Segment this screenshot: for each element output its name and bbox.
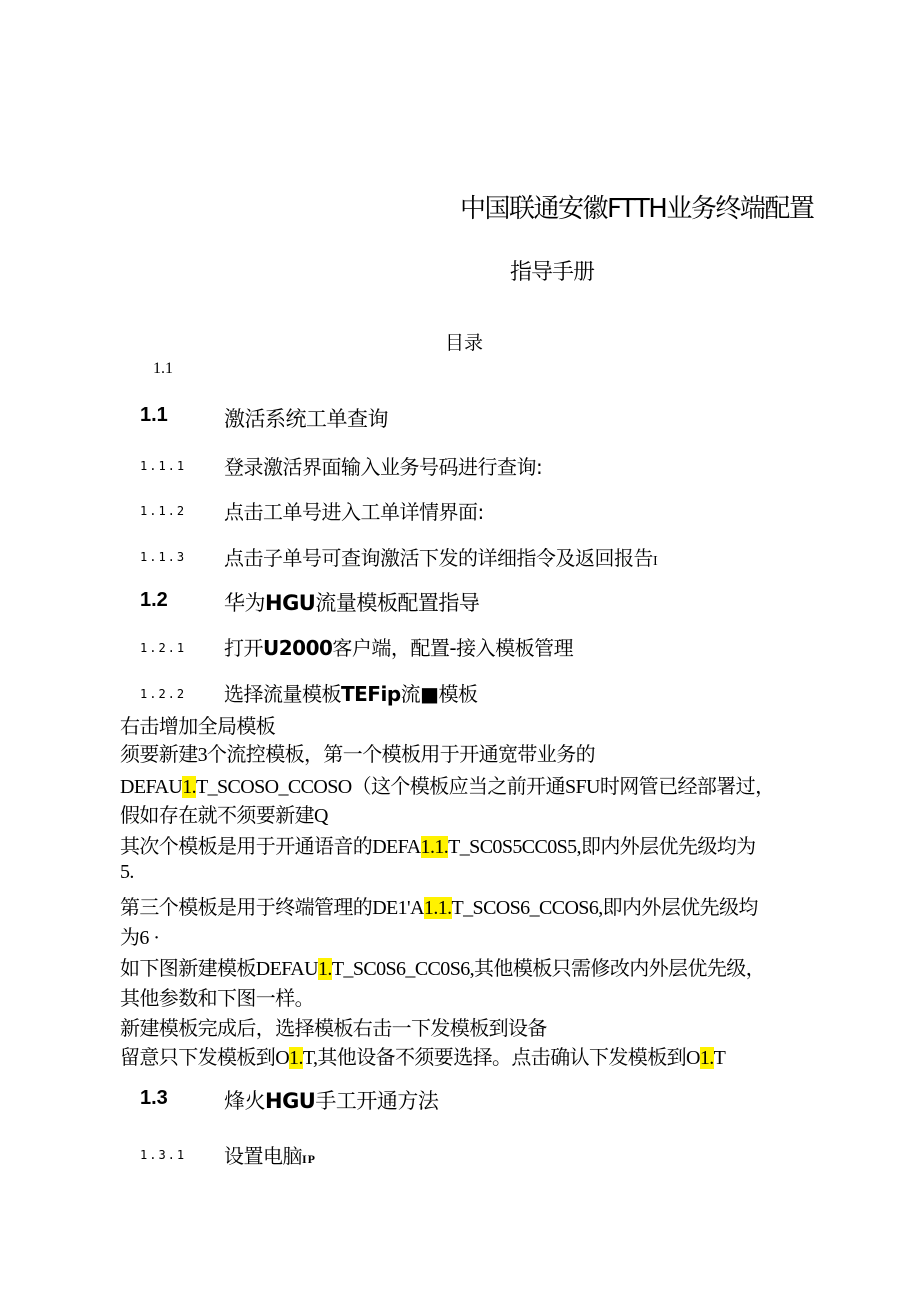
body-line-1: 右击增加全局模板: [120, 716, 276, 738]
body-line-6: 5.: [120, 861, 134, 883]
body-line-2: 须要新建3个流控模板，第一个模板用于开通宽带业务的: [120, 744, 595, 766]
body-line-8: 为6 ·: [120, 927, 160, 949]
section-title-1-3: 烽火HGU手工开通方法: [224, 1089, 439, 1113]
body-line-3: DEFAU1.T_SCOSO_CCOSO（这个模板应当之前开通SFU时网管已经部署过，: [120, 776, 775, 798]
highlight: 1.1.: [423, 897, 452, 919]
highlight: 1.: [182, 776, 196, 798]
section-number-1-2-2: 1.2.2: [140, 687, 187, 701]
toc-index: 1.1: [153, 360, 173, 377]
section-number-1-3-1: 1.3.1: [140, 1148, 187, 1162]
section-title-1-1: 激活系统工单查询: [224, 407, 388, 431]
section-number-1-1-1: 1.1.1: [140, 459, 187, 473]
toc-heading: 目录: [445, 333, 484, 354]
section-number-1-1-2: 1.1.2: [140, 504, 187, 518]
document-title-line1: 中国联通安徽FTTH业务终端配置: [460, 194, 814, 224]
section-title-1-3-1: 设置电脑IP: [224, 1144, 316, 1168]
highlight: 1.1.: [420, 836, 449, 858]
section-title-1-1-1: 登录激活界面输入业务号码进行查询:: [224, 455, 543, 479]
body-line-4: 假如存在就不须要新建Q: [120, 805, 328, 827]
section-number-1-1: 1.1: [140, 404, 168, 426]
section-number-1-2: 1.2: [140, 589, 168, 611]
document-title-line2: 指导手册: [510, 260, 595, 285]
section-title-1-1-2: 点击工单号进入工单详情界面:: [224, 500, 484, 524]
section-title-1-1-3: 点击子单号可查询激活下发的详细指令及返回报告I: [224, 546, 658, 570]
body-line-10: 其他参数和下图一样。: [120, 988, 314, 1010]
section-number-1-3: 1.3: [140, 1087, 168, 1109]
section-title-1-2-1: 打开U2000客户端，配置-接入模板管理: [224, 636, 574, 660]
body-line-9: 如下图新建模板DEFAU1.T_SC0S6_CC0S6,其他模板只需修改内外层优先级，: [120, 958, 766, 980]
body-line-12: 留意只下发模板到O1.T,其他设备不须要选择。点击确认下发模板到O1.T: [120, 1047, 726, 1069]
body-line-11: 新建模板完成后，选择模板右击一下发模板到设备: [120, 1018, 547, 1040]
section-number-1-1-3: 1.1.3: [140, 550, 187, 564]
body-line-5: 其次个模板是用于开通语音的DEFA1.1.T_SC0S5CC0S5,即内外层优先级均为: [120, 836, 756, 858]
section-title-1-2: 华为HGU流量模板配置指导: [224, 591, 480, 615]
body-line-7: 第三个模板是用于终端管理的DE1'A1.1.T_SCOS6_CCOS6,即内外层优先级均: [120, 897, 758, 919]
section-title-1-2-2: 选择流量模板TEFip流■模板: [224, 682, 478, 706]
highlight: 1.: [318, 958, 332, 980]
highlight: 1.: [289, 1047, 303, 1069]
section-number-1-2-1: 1.2.1: [140, 641, 187, 655]
highlight: 1.: [699, 1047, 714, 1069]
